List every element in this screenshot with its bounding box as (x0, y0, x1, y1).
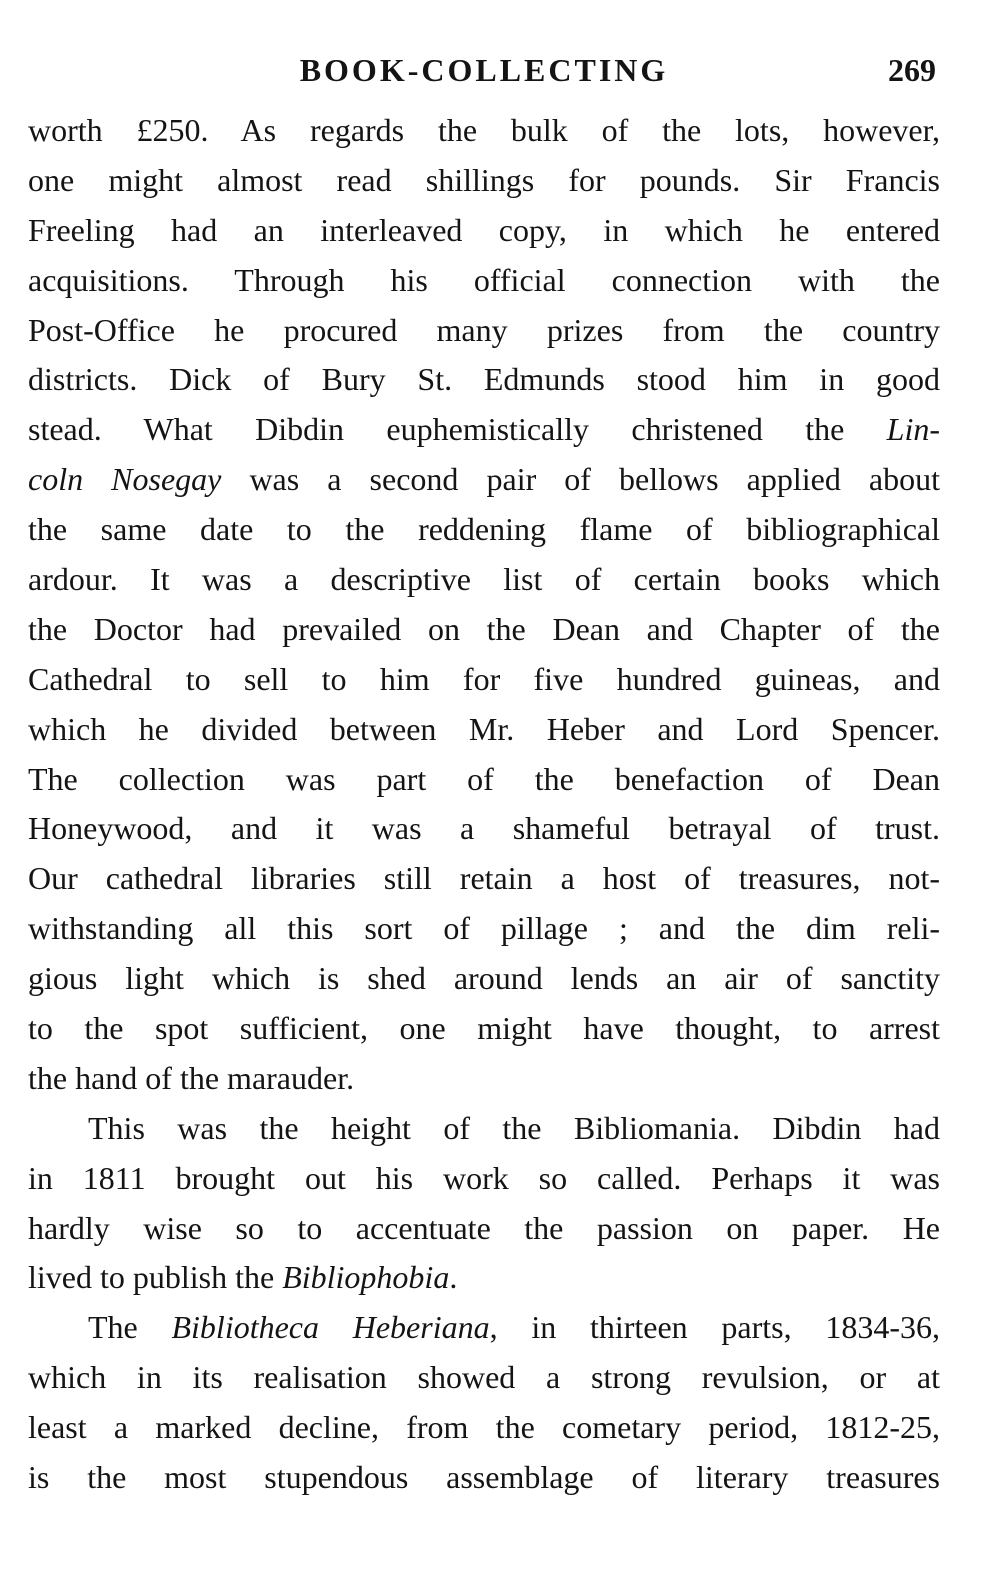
text-line: lived to publish the Bibliophobia. (28, 1259, 458, 1296)
text-line: the same date to the reddening flame of bibliographical (28, 511, 940, 548)
text-line: acquisitions. Through his official connection with the (28, 261, 940, 298)
text-line: The collection was part of the benefaction of Dean (28, 760, 940, 797)
running-title: BOOK-COLLECTING (299, 52, 669, 88)
text-line: gious light which is shed around lends an air of sanctity (28, 960, 940, 997)
paragraph-3 (28, 1303, 940, 1503)
text-line: hardly wise so to accentuate the passion on paper. He (28, 1209, 940, 1246)
text-line: the Doctor had prevailed on the Dean and Chapter of the (28, 610, 940, 647)
page-number: 269 (888, 52, 936, 88)
text-line: This was the height of the Bibliomania. Dibdin had (88, 1109, 940, 1146)
running-header (28, 48, 940, 98)
book-page (28, 48, 940, 1503)
paragraph-2 (28, 1104, 940, 1304)
text-line: Post-Office he procured many prizes from the country (28, 311, 940, 348)
text-line: The Bibliotheca Heberiana, in thirteen parts, 1834-36, (88, 1309, 940, 1346)
text-line: worth £250. As regards the bulk of the lots, however, (28, 112, 940, 148)
text-line: Freeling had an interleaved copy, in which he entered (28, 211, 940, 248)
text-line: ardour. It was a descriptive list of certain books which (28, 561, 940, 598)
text-line: which in its realisation showed a strong revulsion, or at (28, 1359, 940, 1396)
text-line: withstanding all this sort of pillage ; and the dim reli- (28, 910, 940, 947)
text-line: one might almost read shillings for pounds. Sir Francis (28, 161, 940, 198)
text-line: least a marked decline, from the cometary period, 1812-25, (28, 1409, 940, 1446)
text-line: Our cathedral libraries still retain a host of treasures, not- (28, 860, 940, 897)
text-line: districts. Dick of Bury St. Edmunds stood him in good (28, 361, 940, 398)
paragraph-1 (28, 106, 940, 1104)
text-line: Cathedral to sell to him for five hundred guineas, and (28, 660, 940, 697)
text-line: to the spot sufficient, one might have thought, to arrest (28, 1010, 940, 1047)
text-line: stead. What Dibdin euphemistically christened the Lin- (28, 411, 940, 448)
text-line: is the most stupendous assemblage of literary treasures (28, 1459, 940, 1496)
text-line: which he divided between Mr. Heber and Lord Spencer. (28, 710, 940, 747)
text-line: the hand of the marauder. (28, 1059, 355, 1096)
text-line: coln Nosegay was a second pair of bellows applied about (28, 461, 940, 498)
text-line: in 1811 brought out his work so called. Perhaps it was (28, 1159, 940, 1196)
text-line: Honeywood, and it was a shameful betrayal of trust. (28, 810, 940, 847)
